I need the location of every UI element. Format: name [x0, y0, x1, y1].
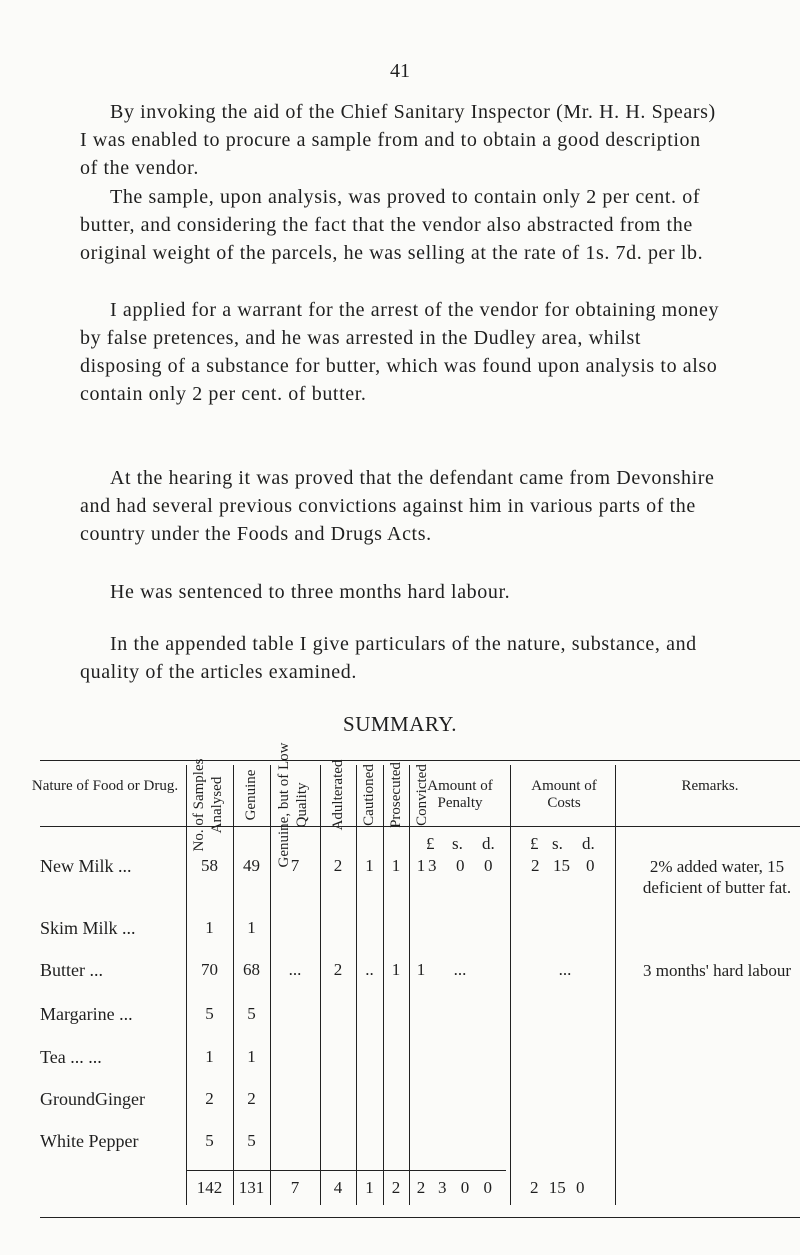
col-rule-8	[510, 765, 511, 1205]
row-new-milk-name: New Milk ...	[40, 856, 132, 876]
total-convicted: 2	[416, 1178, 426, 1197]
total-cautioned: 1	[365, 1178, 374, 1197]
row-tea-samples: 1	[205, 1047, 214, 1066]
summary-title: SUMMARY.	[343, 712, 457, 736]
header-samples: No. of Samples Analysed	[191, 758, 225, 852]
row-ground-ginger-name: GroundGinger	[40, 1089, 145, 1109]
total-samples: 142	[196, 1178, 223, 1197]
row-new-milk-samples: 58	[201, 856, 218, 875]
row-skim-milk-samples: 1	[205, 918, 214, 937]
header-adulterated: Adulterated	[330, 759, 346, 831]
col-rule-4	[320, 765, 321, 1205]
paragraph-1: By invoking the aid of the Chief Sanitary Inspector (Mr. H. H. Spears) I was enabled to procure a sample from and to obtain a good description of the vendor.	[80, 101, 716, 179]
row-margarine-samples: 5	[205, 1004, 214, 1023]
total-rule	[186, 1170, 506, 1171]
row-new-milk-penalty-pounds: 3	[428, 856, 437, 875]
header-nature: Nature of Food or Drug.	[31, 778, 179, 794]
row-new-milk-prosecuted: 1	[391, 856, 401, 875]
row-tea-genuine: 1	[247, 1047, 256, 1066]
row-skim-milk-genuine: 1	[247, 918, 256, 937]
total-costs: 2 15 0	[530, 1178, 585, 1197]
costs-pence-unit: d.	[582, 834, 595, 853]
row-new-milk-low-quality: 7	[290, 856, 300, 875]
costs-shilling-unit: s.	[552, 834, 563, 853]
header-prosecuted: Prosecuted	[388, 762, 404, 828]
penalty-shilling-unit: s.	[452, 834, 463, 853]
row-new-milk-costs-shillings: 15	[553, 856, 570, 875]
row-skim-milk-name: Skim Milk ...	[40, 918, 136, 938]
row-ground-ginger-genuine: 2	[247, 1089, 256, 1108]
total-prosecuted: 2	[391, 1178, 401, 1197]
remark-new-milk: 2% added water, 15 deficient of butter fat.	[642, 857, 792, 897]
row-butter-penalty: ...	[453, 960, 467, 979]
total-low-quality: 7	[290, 1178, 300, 1197]
row-new-milk-costs-pence: 0	[586, 856, 595, 875]
row-new-milk-penalty-pence: 0	[484, 856, 493, 875]
row-new-milk-penalty-shillings: 0	[456, 856, 465, 875]
row-ground-ginger-samples: 2	[205, 1089, 214, 1108]
paragraph-3: I applied for a warrant for the arrest of the vendor for obtaining money by false pretences, and he was arrested in the Dudley area, whilst disposing of a substance for butter, which was found upon analysis to also contain only 2 per cent. of butter.	[80, 299, 720, 405]
row-butter-prosecuted: 1	[391, 960, 401, 979]
row-tea-name: Tea ... ...	[40, 1047, 102, 1067]
page-number: 41	[390, 60, 410, 82]
header-low-quality: Genuine, but of Low Quality	[276, 742, 310, 868]
header-cautioned: Cautioned	[361, 764, 377, 826]
paragraph-4: At the hearing it was proved that the defendant came from Devonshire and had several previous convictions against him in various parts of the country under the Foods and Drugs Acts.	[80, 467, 715, 545]
table-bottom-rule	[40, 1217, 800, 1218]
row-butter-samples: 70	[201, 960, 218, 979]
row-butter-adulterated: 2	[333, 960, 343, 979]
row-butter-genuine: 68	[243, 960, 260, 979]
row-new-milk-adulterated: 2	[333, 856, 343, 875]
paragraph-5: He was sentenced to three months hard labour.	[110, 581, 511, 603]
costs-pound-unit: £	[530, 834, 539, 853]
row-butter-costs: ...	[558, 960, 572, 979]
row-new-milk-genuine: 49	[243, 856, 260, 875]
col-rule-7	[409, 765, 410, 1205]
header-remarks: Remarks.	[681, 778, 739, 794]
header-genuine: Genuine	[243, 769, 259, 821]
row-butter-cautioned: ..	[365, 960, 374, 979]
paragraph-2: The sample, upon analysis, was proved to contain only 2 per cent. of butter, and considering the fact that the vendor also abstracted from the original weight of the parcels, he was selling at the rate of 1s. 7d. per lb.	[80, 186, 704, 264]
total-penalty: 3 0 0	[438, 1178, 492, 1197]
header-penalty: Amount of Penalty	[427, 778, 493, 811]
row-white-pepper-genuine: 5	[247, 1131, 256, 1150]
row-white-pepper-name: White Pepper	[40, 1131, 139, 1151]
col-rule-3	[270, 765, 271, 1205]
penalty-pound-unit: £	[426, 834, 435, 853]
header-costs: Amount of Costs	[531, 778, 597, 811]
remark-butter: 3 months' hard labour	[642, 961, 791, 980]
row-butter-convicted: 1	[416, 960, 426, 979]
total-genuine: 131	[238, 1178, 265, 1197]
row-new-milk-cautioned: 1	[365, 856, 374, 875]
row-white-pepper-samples: 5	[205, 1131, 214, 1150]
col-rule-6	[383, 765, 384, 1205]
penalty-pence-unit: d.	[482, 834, 495, 853]
row-new-milk-costs-pounds: 2	[531, 856, 540, 875]
total-adulterated: 4	[333, 1178, 343, 1197]
row-margarine-genuine: 5	[247, 1004, 256, 1023]
row-margarine-name: Margarine ...	[40, 1004, 133, 1024]
col-rule-9	[615, 765, 616, 1205]
header-convicted: Convicted	[414, 764, 430, 826]
col-rule-5	[356, 765, 357, 1205]
row-butter-name: Butter ...	[40, 960, 103, 980]
row-new-milk-convicted: 1	[416, 856, 426, 875]
paragraph-6: In the appended table I give particulars of the nature, substance, and quality of the articles examined.	[80, 633, 697, 683]
row-butter-low-quality: ...	[288, 960, 302, 979]
